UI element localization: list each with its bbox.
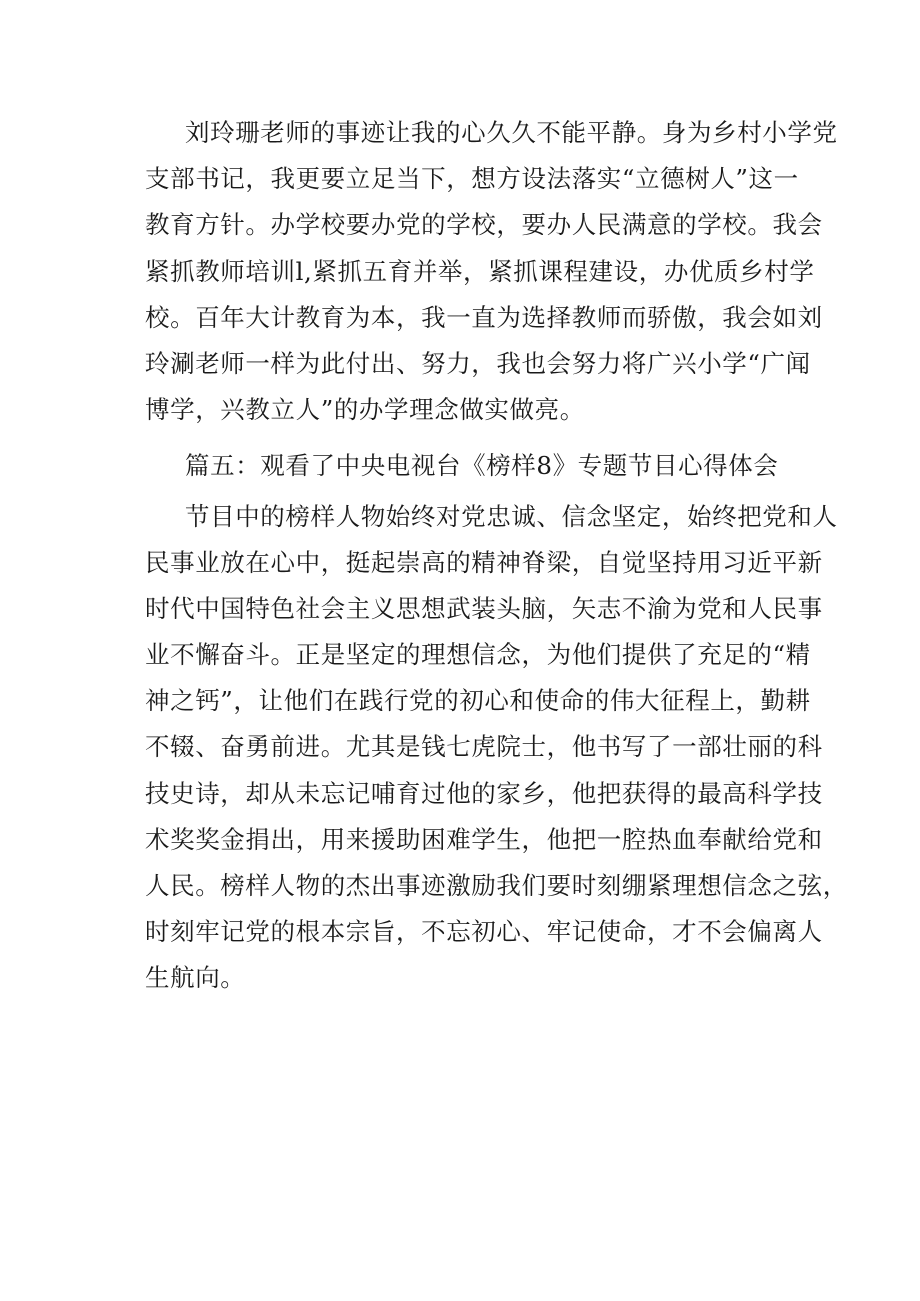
paragraph-line: 技史诗，却从未忘记哺育过他的家乡，他把获得的最高科学技 xyxy=(145,778,823,808)
paragraph-line: 神之钙”，让他们在践行党的初心和使命的伟大征程上，勤耕 xyxy=(145,686,811,716)
paragraph-line: 民事业放在心中，挺起崇高的精神脊梁，自觉坚持用习近平新 xyxy=(145,547,823,577)
paragraph-line: 业不懈奋斗。正是坚定的理想信念，为他们提供了充足的“精 xyxy=(145,640,811,670)
paragraph-line: 玲涮老师一样为此付出、努力，我也会努力将广兴小学“广闻 xyxy=(145,348,811,378)
paragraph-line: 不辍、奋勇前进。尤其是钱七虎院士，他书写了一部壮丽的科 xyxy=(145,732,823,762)
paragraph-line: 时刻牢记党的根本宗旨，不忘初心、牢记使命，才不会偏离人 xyxy=(145,917,823,947)
document-body xyxy=(145,110,848,1002)
paragraph-line: 博学，兴教立人”的办学理念做实做亮。 xyxy=(145,395,585,425)
paragraph-line: 人民。榜样人物的杰出事迹激励我们要时刻绷紧理想信念之弦， xyxy=(145,871,848,900)
paragraph-1 xyxy=(145,110,838,433)
paragraph-line: 紧抓教师培训l,紧抓五育并举，紧抓课程建设，办优质乡村学 xyxy=(145,256,815,286)
paragraph-line: 节目中的榜样人物始终对党忠诚、信念坚定，始终把党和人 xyxy=(185,501,838,531)
paragraph-line: 教育方针。办学校要办党的学校，要办人民满意的学校。我会 xyxy=(145,210,823,240)
paragraph-line: 校。百年大计教育为本，我一直为选择教师而骄傲，我会如刘 xyxy=(145,302,823,332)
section-heading: 篇五：观看了中央电视台《榜样8》专题节目心得体会 xyxy=(185,451,779,481)
paragraph-line: 支部书记，我更要立足当下，想方设法落实“立德树人”这一 xyxy=(145,164,799,194)
paragraph-line: 术奖奖金捐出，用来援助困难学生，他把一腔热血奉献给党和 xyxy=(145,824,823,854)
spacer xyxy=(145,433,785,443)
paragraph-line: 生航向。 xyxy=(145,963,246,993)
paragraph-line: 刘玲珊老师的事迹让我的心久久不能平静。身为乡村小学党 xyxy=(185,118,838,147)
paragraph-2 xyxy=(145,494,848,1002)
paragraph-line: 时代中国特色社会主义思想武装头脑，矢志不渝为党和人民事 xyxy=(145,593,823,623)
